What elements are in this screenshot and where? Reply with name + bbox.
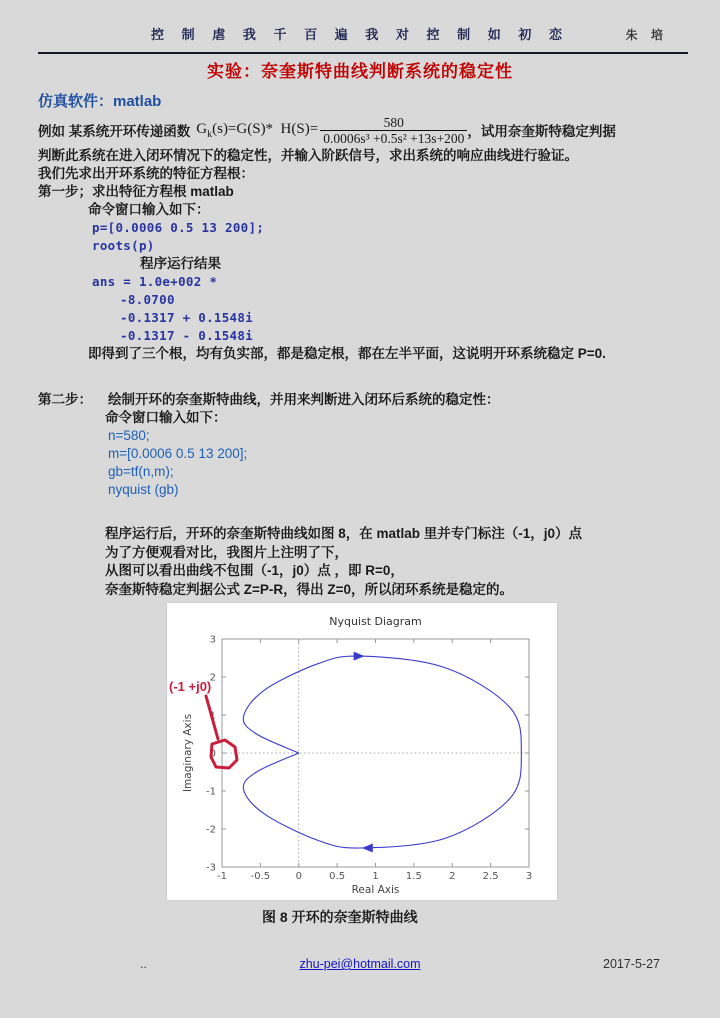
svg-text:1: 1 xyxy=(372,871,379,882)
svg-text:0: 0 xyxy=(295,871,302,882)
svg-text:-1: -1 xyxy=(206,786,216,798)
intro-line-2: 判断此系统在进入闭环情况下的稳定性，并输入阶跃信号，求出系统的响应曲线进行验证。 xyxy=(38,148,578,163)
fraction-numerator: 580 xyxy=(383,114,404,130)
formula-trailing-text: ，试用奈奎斯特稳定判据 xyxy=(467,124,616,139)
step2-prompt: 命令窗口输入如下： xyxy=(105,410,227,425)
svg-text:-2: -2 xyxy=(206,824,216,836)
page-title: 实验：奈奎斯特曲线判断系统的稳定性 xyxy=(207,62,513,81)
result-line: ans = 1.0e+002 * xyxy=(92,274,218,289)
code-line: m=[0.0006 0.5 13 200]; xyxy=(108,446,248,461)
discussion-line: 奈奎斯特稳定判据公式 Z=P-R，得出 Z=0，所以闭环系统是稳定的。 xyxy=(105,581,514,597)
result-line: -0.1317 + 0.1548i xyxy=(120,310,254,325)
svg-text:3: 3 xyxy=(209,634,216,646)
discussion-line: 程序运行后，开环的奈奎斯特曲线如图 8，在 matlab 里并专门标注（-1，j0）点 xyxy=(105,526,583,541)
figure-caption: 图 8 开环的奈奎斯特曲线 xyxy=(262,909,418,925)
code-line: p=[0.0006 0.5 13 200]; xyxy=(92,220,265,235)
code-line: gb=tf(n,m); xyxy=(108,464,174,479)
result-line: -0.1317 - 0.1548i xyxy=(120,328,254,343)
svg-text:Real Axis: Real Axis xyxy=(351,884,400,896)
svg-text:2.5: 2.5 xyxy=(482,871,499,882)
formula-intro-text: 例如 某系统开环传递函数 xyxy=(38,124,191,139)
step1-conclusion: 即得到了三个根，均有负实部，都是稳定根，都在左半平面，这说明开环系统稳定 P=0. xyxy=(88,346,606,361)
svg-text:-1: -1 xyxy=(217,871,227,882)
transfer-function-line xyxy=(38,113,720,147)
svg-text:0: 0 xyxy=(209,748,216,760)
svg-text:-3: -3 xyxy=(206,862,216,874)
step1-result-heading: 程序运行结果 xyxy=(140,256,221,271)
svg-text:1.5: 1.5 xyxy=(405,871,422,882)
discussion-line: 从图可以看出曲线不包围（-1，j0）点 ，即 R=0， xyxy=(105,563,404,578)
fraction-denominator: 0.0006s³ +0.5s² +13s+200 xyxy=(320,130,467,146)
code-line: n=580; xyxy=(108,428,150,443)
nyquist-diagram-chart xyxy=(167,603,557,900)
result-line: -8.0700 xyxy=(120,292,175,307)
svg-text:Imaginary Axis: Imaginary Axis xyxy=(182,713,194,793)
page-footer xyxy=(0,957,720,977)
software-line: 仿真软件：matlab xyxy=(38,93,162,110)
step2-heading-row xyxy=(38,391,720,409)
intro-line-3: 我们先求出开环系统的特征方程根： xyxy=(38,166,254,181)
page-header xyxy=(0,0,720,42)
step2-heading: 绘制开环的奈奎斯特曲线，并用来判断进入闭环后系统的稳定性： xyxy=(108,392,500,407)
svg-text:(-1 +j0): (-1 +j0) xyxy=(169,679,212,694)
header-author: 朱 培 xyxy=(625,28,668,42)
step1-label: 第一步； xyxy=(38,184,92,199)
svg-text:-0.5: -0.5 xyxy=(250,871,271,882)
spacer xyxy=(92,391,108,409)
email-link[interactable]: zhu-pei@hotmail.com xyxy=(299,957,421,971)
footer-date: 2017-5-27 xyxy=(603,957,660,971)
svg-text:1: 1 xyxy=(209,710,216,722)
svg-text:0.5: 0.5 xyxy=(329,871,346,882)
step2-label: 第二步： xyxy=(38,392,92,407)
step1-prompt: 命令窗口输入如下： xyxy=(88,202,210,217)
header-motto: 控 制 虐 我 千 百 遍 我 对 控 制 如 初 恋 xyxy=(151,27,569,42)
svg-text:2: 2 xyxy=(209,672,216,684)
transfer-function-fraction xyxy=(320,115,467,146)
step1-heading: 求出特征方程根 matlab xyxy=(92,184,234,199)
svg-text:Nyquist Diagram: Nyquist Diagram xyxy=(329,615,422,628)
discussion-line: 为了方便观看对比，我图片上注明了下， xyxy=(105,544,348,560)
nyquist-figure xyxy=(167,603,557,900)
code-line: roots(p) xyxy=(92,238,155,253)
transfer-function-lhs: $G_k(s)=G(S)*$ H(S)= xyxy=(196,120,319,140)
header-rule xyxy=(38,52,688,54)
code-line: nyquist (gb) xyxy=(108,482,179,497)
step1-heading-row xyxy=(38,183,720,201)
svg-text:3: 3 xyxy=(525,871,533,882)
footer-left-dots: .. xyxy=(140,957,147,971)
discussion-paragraph xyxy=(105,525,720,599)
svg-text:2: 2 xyxy=(449,871,456,882)
